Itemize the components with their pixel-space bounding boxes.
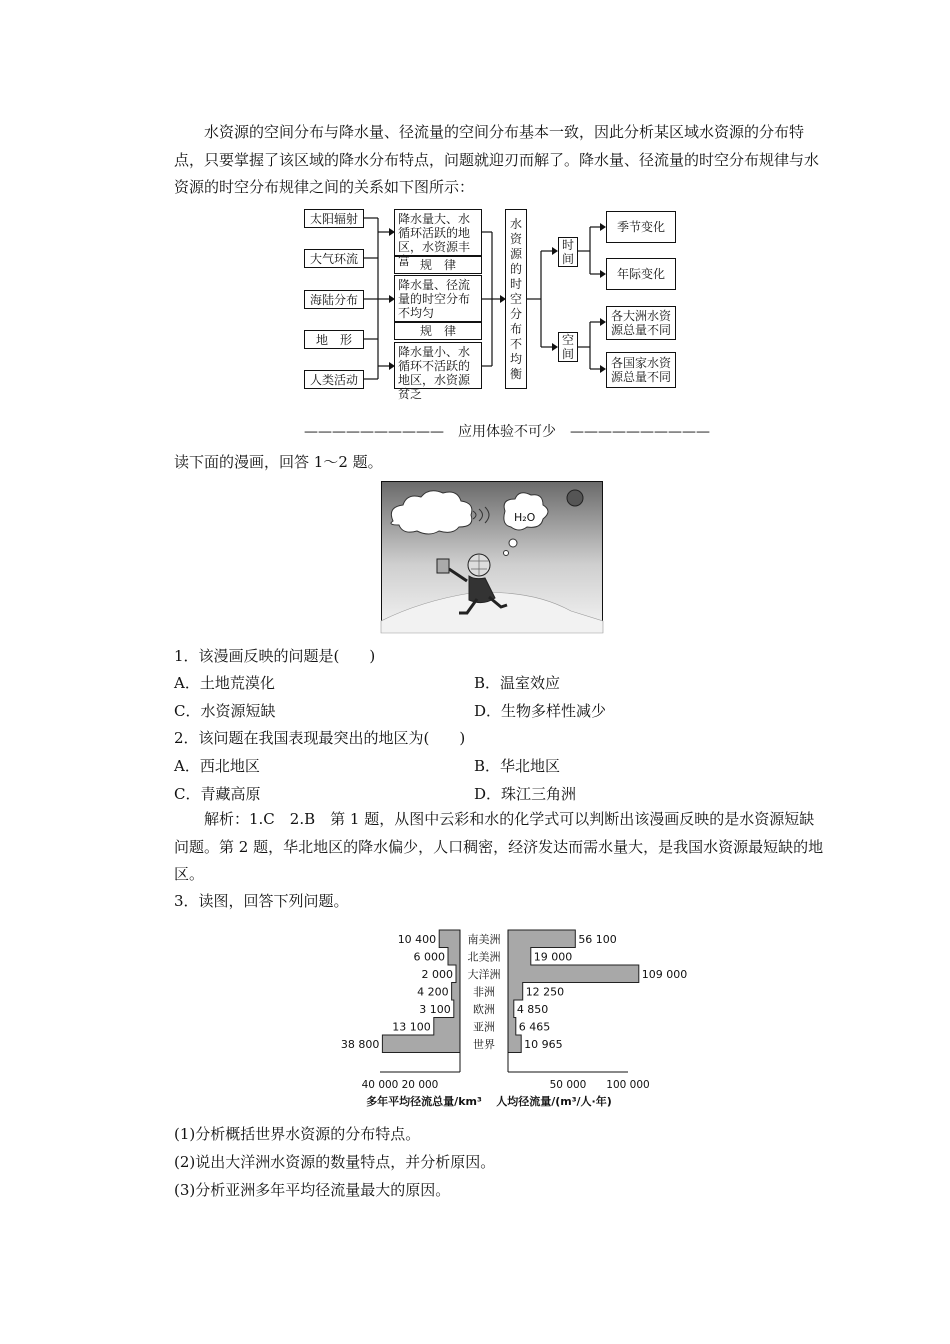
right-value-label: 12 250 [525,985,565,999]
left-axis-title: 多年平均径流总量/km³ [366,1095,482,1108]
factor-solar: 太阳辐射 [304,209,364,228]
right-value-label: 109 000 [641,968,688,981]
factor-human: 人类活动 [304,370,364,389]
time-item-annual: 年际变化 [606,258,676,290]
left-value-label: 2 000 [421,968,453,981]
factor-circulation: 大气环流 [304,249,364,268]
right-value-label: 4 850 [516,1003,549,1016]
subq-3: (3)分析亚洲多年平均径流量最大的原因。 [174,1181,451,1199]
bubble-text: H₂O [514,511,536,524]
rule-label-2: 规 律 [394,322,482,340]
mid-box-poor: 降水量小、水循环不活跃的地区，水资源贫乏 [394,342,482,389]
cup-icon [437,559,449,573]
category-label: 大洋洲 [467,968,501,981]
left-value-label: 38 800 [340,1038,380,1051]
question-intro: 读下面的漫画，回答 1～2 题。 [174,453,383,471]
mid-box-uneven: 降水量、径流量的时空分布不均匀 [394,275,482,322]
category-label: 世界 [473,1038,495,1051]
category-label: 亚洲 [473,1020,495,1034]
category-label: 南美洲 [467,933,501,946]
right-tick-label: 50 000 [549,1079,587,1091]
right-axis-title: 人均径流量/(m³/人·年) [496,1095,612,1108]
category-label: 北美洲 [467,950,501,964]
right-value-label: 56 100 [578,933,617,946]
left-value-label: 3 100 [419,1003,451,1016]
cartoon-image [381,481,603,633]
mid-box-rich: 降水量大、水循环活跃的地区，水资源丰富 [394,209,482,256]
q2-option-b: B．华北地区 [474,757,561,775]
section-title: —————————— 应用体验不可少 —————————— [304,424,710,440]
left-value-label: 10 400 [397,933,437,946]
center-box: 水资源的时空分布不均衡 [505,209,527,389]
q1-option-c: C．水资源短缺 [174,702,276,720]
q3-stem: 3．读图，回答下列问题。 [174,892,349,910]
factor-terrain: 地 形 [304,330,364,349]
q1-option-a: A．土地荒漠化 [174,674,275,692]
q2-stem: 2．该问题在我国表现最突出的地区为( ) [174,729,466,747]
subq-1: (1)分析概括世界水资源的分布特点。 [174,1125,421,1143]
runoff-chart [340,922,688,1114]
space-item-country: 各国家水资源总量不同 [606,352,676,388]
left-tick-label: 40 000 [361,1079,399,1091]
q2-option-d: D．珠江三角洲 [474,785,577,803]
right-value-label: 10 965 [524,1038,563,1051]
left-value-label: 4 200 [417,985,449,999]
space-box: 空间 [558,332,578,362]
q2-option-c: C．青藏高原 [174,785,261,803]
factor-land-sea: 海陆分布 [304,290,364,309]
category-label: 非洲 [473,985,495,999]
intro-paragraph: 水资源的空间分布与降水量、径流量的空间分布基本一致，因此分析某区域水资源的分布特点，只要掌握了该区域的降水分布特点，问题就迎刃而解了。降水量、径流量的时空分布规律与水资源的时空分布规律之间的关系如下图所示： [174,123,820,196]
right-value-label: 6 465 [518,1020,551,1034]
left-value-label: 6 000 [413,950,445,964]
q1-stem: 1．该漫画反映的问题是( ) [174,647,376,665]
sun-icon [567,490,583,506]
subq-2: (2)说出大洋洲水资源的数量特点，并分析原因。 [174,1153,496,1171]
category-label: 欧洲 [473,1003,495,1016]
analysis-paragraph: 解析：1.C 2.B 第 1 题，从图中云彩和水的化学式可以判断出该漫画反映的是水资源短缺问题。第 2 题，华北地区的降水偏少，人口稠密，经济发达而需水量大，是我国水资源最短缺的地区。 [174,810,824,883]
space-item-continent: 各大洲水资源总量不同 [606,306,676,340]
right-tick-label: 100 000 [606,1079,650,1091]
q1-option-b: B．温室效应 [474,674,561,692]
time-item-season: 季节变化 [606,211,676,243]
rule-label-1: 规 律 [394,256,482,274]
diagram-connectors [0,0,950,400]
left-tick-label: 20 000 [401,1079,439,1091]
q2-option-a: A．西北地区 [174,757,260,775]
q1-option-d: D．生物多样性减少 [474,702,607,720]
time-box: 时间 [558,237,578,267]
right-value-label: 19 000 [533,950,573,964]
left-value-label: 13 100 [392,1020,431,1034]
